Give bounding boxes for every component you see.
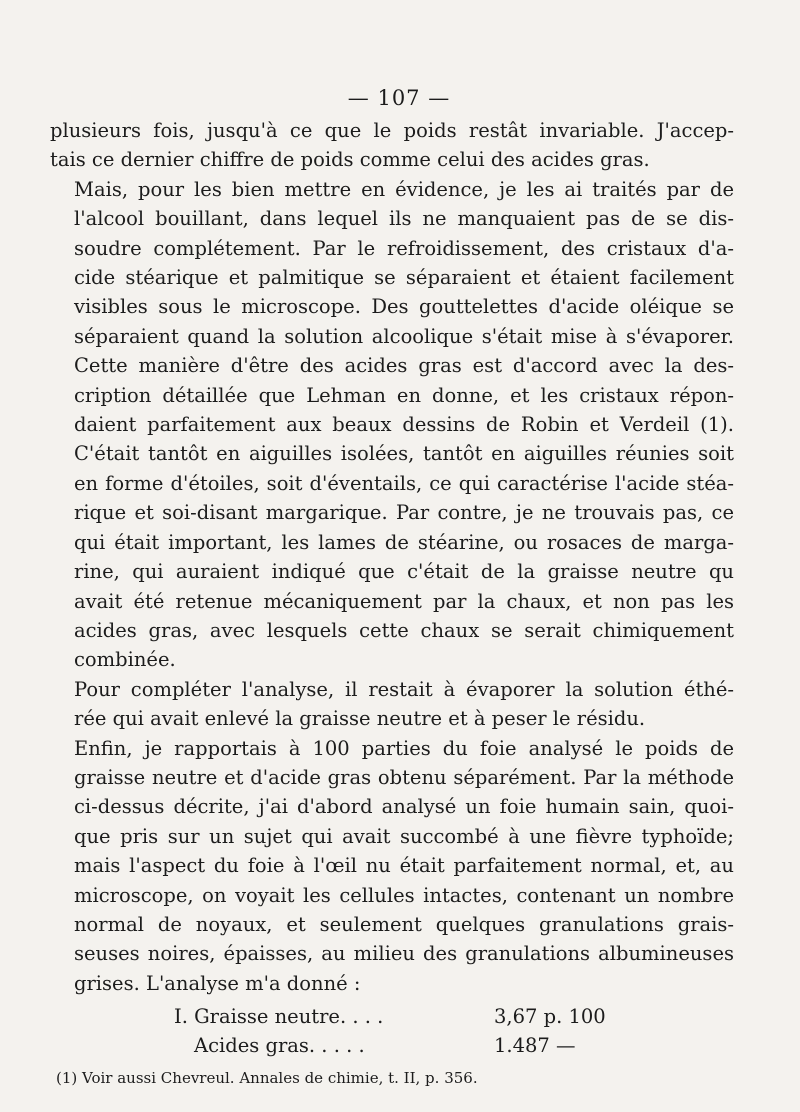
- text-line: qui était important, les lames de stéarine, ou rosaces de marga-: [74, 530, 734, 554]
- text-line: cription détaillée que Lehman en donne, et les cristaux répon-: [74, 383, 734, 407]
- result-row: [50, 1002, 734, 1031]
- text-line: rée qui avait enlevé la graisse neutre et à peser le résidu.: [74, 707, 646, 731]
- text-line: en forme d'étoiles, soit d'éventails, ce qui caractérise l'acide stéa-: [74, 471, 734, 495]
- result-value: 3,67 p. 100: [494, 1005, 606, 1029]
- paragraph-5: [50, 734, 734, 999]
- text-line: cide stéarique et palmitique se séparaient et étaient facilement: [74, 266, 734, 290]
- text-line: Mais, pour les bien mettre en évidence, je les ai traités par de: [74, 177, 734, 201]
- paragraph-3: [50, 351, 734, 674]
- text-line: l'alcool bouillant, dans lequel ils ne manquaient pas de se dis-: [74, 207, 734, 231]
- text-line: que pris sur un sujet qui avait succombé à une fièvre typhoïde;: [74, 824, 734, 848]
- text-line: Enfin, je rapportais à 100 parties du foie analysé le poids de: [74, 736, 734, 760]
- text-line: rine, qui auraient indiqué que c'était de la graisse neutre qu: [74, 560, 734, 584]
- text-line: soudre complétement. Par le refroidissement, des cristaux d'a-: [74, 236, 734, 260]
- text-line: visibles sous le microscope. Des gouttelettes d'acide oléique se: [74, 295, 734, 319]
- result-label: I. Graisse neutre. . . .: [174, 1005, 384, 1029]
- analysis-results: [50, 1002, 734, 1060]
- text-line: graisse neutre et d'acide gras obtenu séparément. Par la méthode: [74, 765, 734, 789]
- text-line: ci-dessus décrite, j'ai d'abord analysé un foie humain sain, quoi-: [74, 795, 734, 819]
- result-value: 1.487 —: [494, 1034, 576, 1058]
- body-text: [50, 116, 734, 998]
- text-line: acides gras, avec lesquels cette chaux se serait chimiquement: [74, 618, 734, 642]
- text-line: Pour compléter l'analyse, il restait à évaporer la solution éthé-: [74, 677, 734, 701]
- text-line: plusieurs fois, jusqu'à ce que le poids restât invariable. J'accep-: [50, 119, 734, 142]
- text-line: grises. L'analyse m'a donné :: [74, 971, 361, 995]
- text-line: Cette manière d'être des acides gras est d'accord avec la des-: [74, 354, 734, 378]
- paragraph-4: [50, 675, 734, 734]
- paragraph-2: [50, 175, 734, 351]
- text-line: combinée.: [74, 648, 176, 672]
- text-line: rique et soi-disant margarique. Par contre, je ne trouvais pas, ce: [74, 501, 734, 525]
- page-number: — 107 —: [347, 86, 451, 110]
- text-line: daient parfaitement aux beaux dessins de Robin et Verdeil (1).: [74, 413, 734, 437]
- text-line: avait été retenue mécaniquement par la chaux, et non pas les: [74, 589, 734, 613]
- text-line: séparaient quand la solution alcoolique s'était mise à s'évaporer.: [74, 324, 734, 348]
- text-line: C'était tantôt en aiguilles isolées, tantôt en aiguilles réunies soit: [74, 442, 734, 466]
- text-line: mais l'aspect du foie à l'œil nu était parfaitement normal, et, au: [74, 854, 734, 878]
- result-row: [50, 1031, 734, 1060]
- result-label: Acides gras. . . . .: [194, 1034, 365, 1058]
- text-line: microscope, on voyait les cellules intactes, contenant un nombre: [74, 883, 734, 907]
- text-line: tais ce dernier chiffre de poids comme celui des acides gras.: [50, 148, 650, 172]
- text-line: seuses noires, épaisses, au milieu des granulations albumineuses: [74, 942, 734, 966]
- paragraph-1: [50, 116, 734, 175]
- text-line: normal de noyaux, et seulement quelques granulations grais-: [74, 912, 734, 936]
- footnote: (1) Voir aussi Chevreul. Annales de chimie, t. II, p. 356.: [56, 1069, 478, 1088]
